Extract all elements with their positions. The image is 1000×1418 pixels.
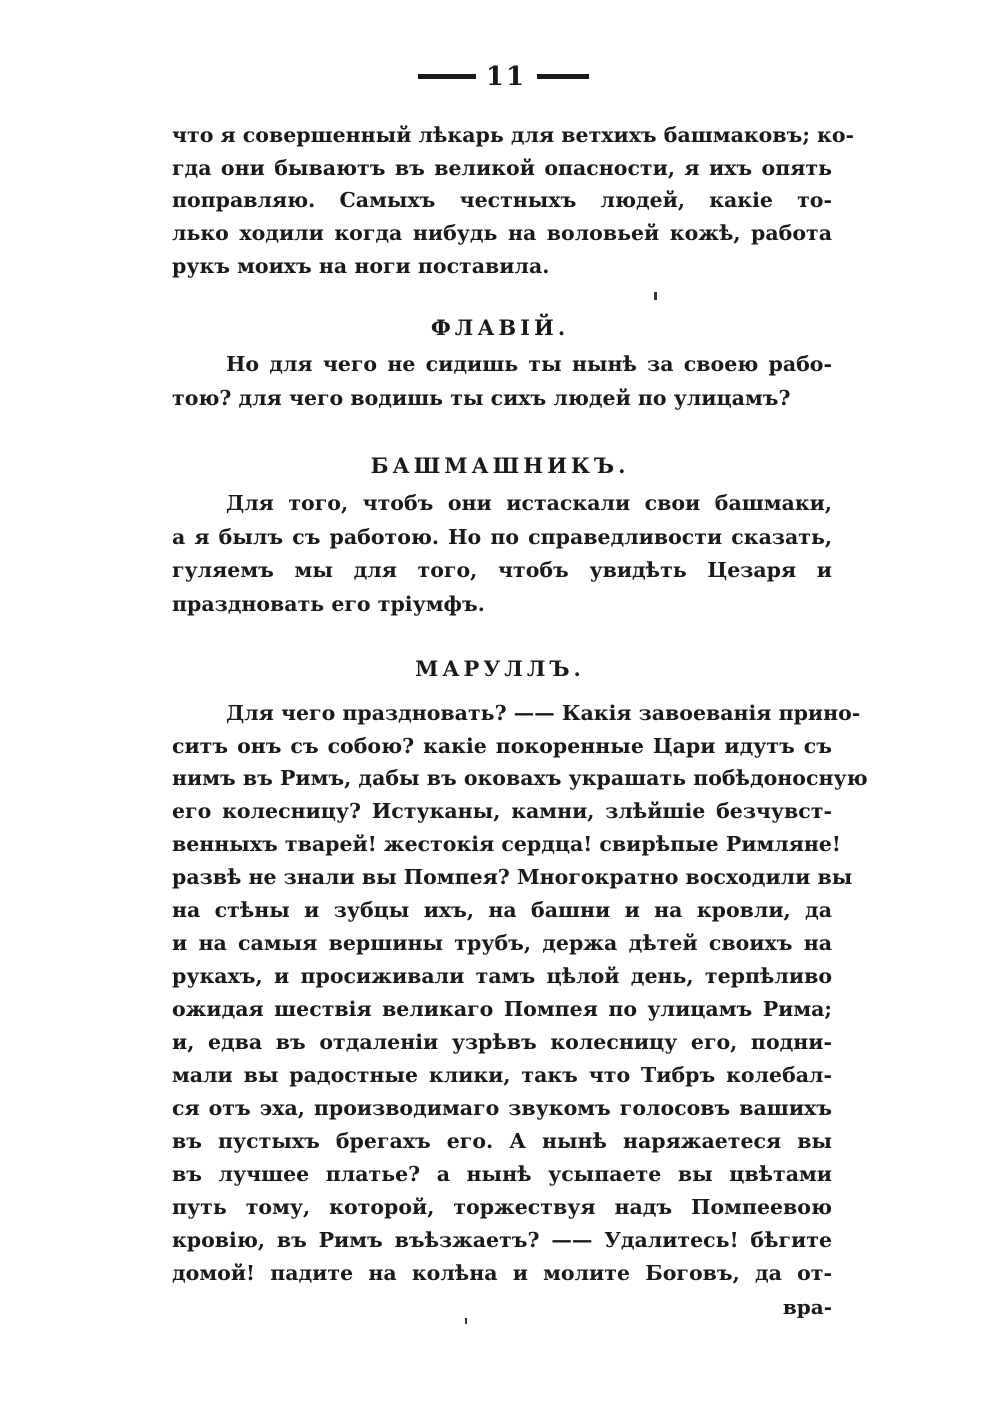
text-line: его колесницу? Истуканы, камни, злѣйшіе безчувст- bbox=[172, 799, 832, 823]
text-line: развѣ не знали вы Помпея? Многократно восходили вы bbox=[172, 865, 853, 889]
page-header bbox=[0, 64, 1000, 94]
text-line: кровію, въ Римъ въѣзжаетъ? —— Удалитесь! бѣгите bbox=[172, 1228, 832, 1252]
text-line: венныхъ тварей! жестокія сердца! свирѣпые Римляне! bbox=[172, 832, 841, 856]
text-line: и, едва въ отдаленіи узрѣвъ колесницу его, подни- bbox=[172, 1030, 832, 1054]
text-line: путь тому, которой, торжествуя надъ Помпеевою bbox=[172, 1195, 832, 1219]
text-line: домой! падите на колѣна и молите Боговъ, да от- bbox=[172, 1261, 832, 1285]
text-line: гда они бываютъ въ великой опасности, я ихъ опять bbox=[172, 156, 832, 180]
text-line: мали вы радостные клики, такъ что Тибръ колебал- bbox=[172, 1063, 832, 1087]
speaker-name: МАРУЛЛЪ. bbox=[415, 656, 585, 681]
text-line: Для чего праздновать? —— Какія завоеванія прино- bbox=[226, 701, 861, 725]
catchword: вра- bbox=[782, 1295, 832, 1319]
text-line: рукахъ, и просиживали тамъ цѣлой день, терпѣливо bbox=[172, 964, 832, 988]
text-line: праздновать его тріумфъ. bbox=[172, 592, 485, 616]
text-line: лько ходили когда нибудь на воловьей кожѣ, работа bbox=[172, 221, 832, 245]
text-line: гуляемъ мы для того, чтобъ увидѣть Цезаря и bbox=[172, 558, 832, 582]
page-number: 11 bbox=[485, 62, 527, 92]
text-line: ситъ онъ съ собою? какіе покоренные Цари идутъ съ bbox=[172, 734, 832, 758]
header-rule-right bbox=[537, 74, 589, 79]
print-speck bbox=[654, 292, 657, 300]
text-line: на стѣны и зубцы ихъ, на башни и на кровли, да bbox=[172, 898, 832, 922]
speaker-name: ФЛАВІЙ. bbox=[430, 315, 570, 340]
text-line: что я совершенный лѣкарь для ветхихъ башмаковъ; ко- bbox=[172, 123, 855, 147]
header-rule-left bbox=[418, 74, 476, 79]
text-line: нимъ въ Римъ, дабы въ оковахъ украшать побѣдоносную bbox=[172, 766, 868, 790]
print-speck bbox=[465, 1318, 467, 1324]
text-line: ожидая шествія великаго Помпея по улицамъ Рима; bbox=[172, 997, 832, 1021]
text-line: Для того, чтобъ они истаскали свои башмаки, bbox=[226, 491, 832, 515]
speaker-name: БАШМАШНИКЪ. bbox=[370, 453, 630, 478]
text-line: а я былъ съ работою. Но по справедливости сказать, bbox=[172, 525, 832, 549]
text-line: Но для чего не сидишь ты нынѣ за своею рабо- bbox=[226, 352, 832, 376]
text-line: рукъ моихъ на ноги поставила. bbox=[172, 254, 550, 278]
text-line: поправляю. Самыхъ честныхъ людей, какіе то- bbox=[172, 188, 832, 212]
text-line: въ лучшее платье? а нынѣ усыпаете вы цвѣтами bbox=[172, 1162, 832, 1186]
text-line: ся отъ эха, производимаго звукомъ голосовъ вашихъ bbox=[172, 1096, 832, 1120]
text-line: и на самыя вершины трубъ, держа дѣтей своихъ на bbox=[172, 931, 832, 955]
text-line: въ пустыхъ брегахъ его. А нынѣ наряжаетеся вы bbox=[172, 1129, 832, 1153]
text-line: тою? для чего водишь ты сихъ людей по улицамъ? bbox=[172, 386, 791, 410]
